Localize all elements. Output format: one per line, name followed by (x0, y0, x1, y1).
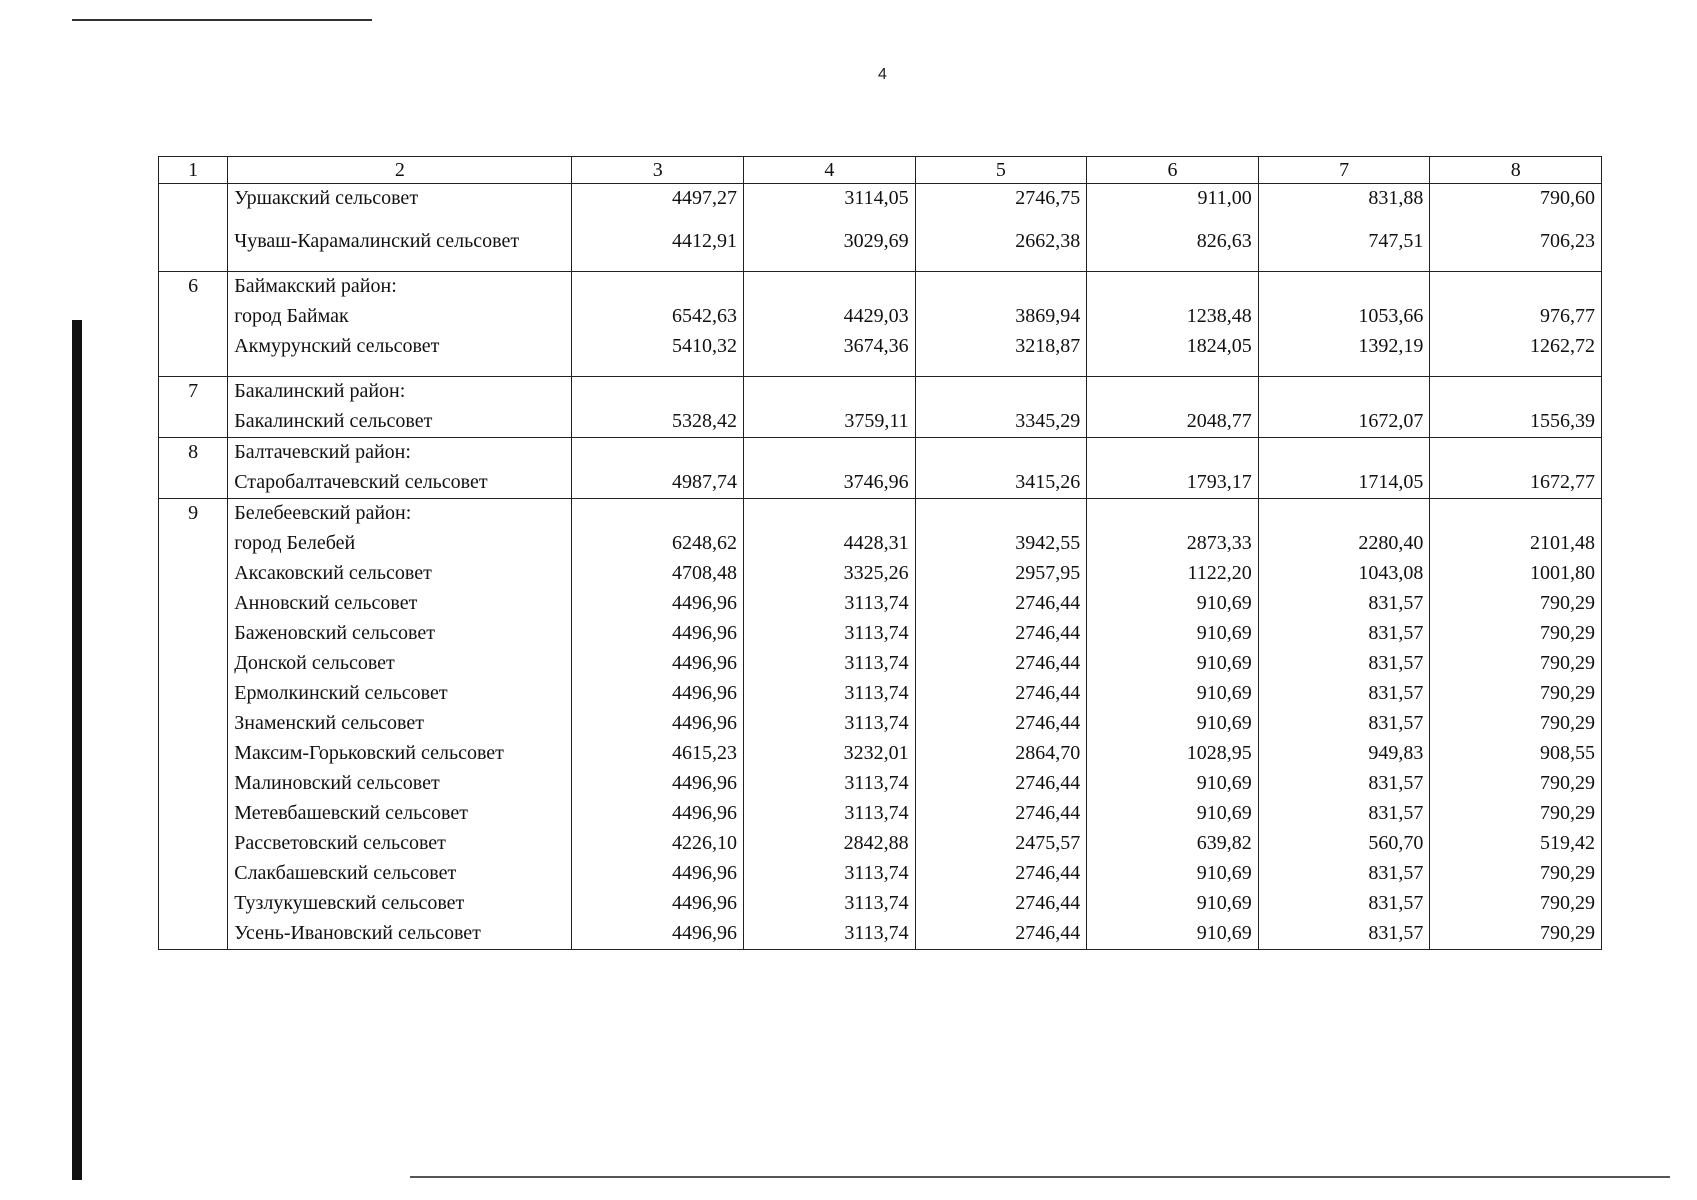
value: 908,55 (1540, 742, 1595, 764)
value: 4412,91 (672, 230, 738, 252)
settlement-name: Аксаковский сельсовет (234, 562, 432, 584)
value: 831,57 (1368, 712, 1424, 734)
value: 911,00 (1197, 187, 1252, 209)
settlement-name: Чуваш-Карамалинский сельсовет (234, 230, 520, 252)
name-cell (228, 272, 572, 377)
value: 910,69 (1196, 682, 1252, 704)
value: 1824,05 (1186, 335, 1252, 357)
value: 2475,57 (1015, 832, 1081, 854)
district-title: Бакалинский район: (234, 380, 406, 402)
value: 3415,26 (1015, 471, 1081, 493)
settlement-name: Слакбашевский сельсовет (234, 862, 457, 884)
value-cell (744, 184, 916, 272)
settlement-name: Анновский сельсовет (234, 592, 418, 614)
blank-line (1265, 377, 1424, 407)
value: 790,29 (1540, 862, 1595, 884)
settlement-name: Знаменский сельсовет (234, 712, 424, 734)
row-number: 7 (159, 377, 228, 438)
blank-line (1093, 438, 1252, 468)
value: 910,69 (1196, 892, 1252, 914)
value: 2873,33 (1186, 532, 1252, 554)
value: 910,69 (1196, 622, 1252, 644)
value: 831,88 (1368, 187, 1424, 209)
table-body (159, 157, 1602, 950)
value: 6248,62 (672, 532, 738, 554)
value: 2746,44 (1015, 772, 1081, 794)
page-number: 4 (878, 66, 887, 83)
value: 2746,44 (1015, 592, 1081, 614)
district-title: Белебеевский район: (234, 502, 412, 524)
value: 790,29 (1540, 682, 1595, 704)
value-cell (915, 499, 1087, 950)
scan-artifact-top-line (72, 19, 372, 21)
value-cell (1087, 377, 1259, 438)
blank-line (578, 272, 737, 302)
value: 6542,63 (672, 305, 738, 327)
value: 3942,55 (1015, 532, 1081, 554)
scan-artifact-left-bar (72, 320, 82, 1180)
value-cell (572, 438, 744, 499)
settlement-name: Ермолкинский сельсовет (234, 682, 448, 704)
blank-line (750, 499, 909, 529)
value: 1001,80 (1530, 562, 1595, 584)
value: 4496,96 (672, 922, 738, 944)
value: 910,69 (1196, 712, 1252, 734)
value: 1793,17 (1186, 471, 1252, 493)
name-cell (228, 184, 572, 272)
settlement-name: Тузлукушевский сельсовет (234, 892, 465, 914)
column-header-row (159, 157, 1602, 184)
value: 4496,96 (672, 622, 738, 644)
value: 831,57 (1368, 862, 1424, 884)
column-header: 6 (1087, 157, 1259, 184)
value: 3113,74 (844, 892, 909, 914)
table-group-row (159, 272, 1602, 377)
settlement-name: Старобалтачевский сельсовет (234, 471, 488, 493)
value: 831,57 (1368, 592, 1424, 614)
blank-line (1436, 377, 1595, 407)
value: 3029,69 (843, 230, 909, 252)
value-cell (744, 438, 916, 499)
settlement-name: Баженовский сельсовет (234, 622, 435, 644)
value: 4496,96 (672, 592, 738, 614)
value: 1392,19 (1358, 335, 1424, 357)
value: 2957,95 (1015, 562, 1081, 584)
value-cell (744, 272, 916, 377)
blank-line (578, 438, 737, 468)
settlement-name: Метевбашевский сельсовет (234, 802, 469, 824)
blank-line (1436, 362, 1595, 376)
value-cell (1430, 272, 1602, 377)
blank-line (922, 438, 1081, 468)
blank-line (1265, 362, 1424, 376)
value: 1053,66 (1358, 305, 1424, 327)
blank-line (922, 257, 1081, 271)
value: 831,57 (1368, 892, 1424, 914)
table-group-row (159, 377, 1602, 438)
value: 831,57 (1368, 622, 1424, 644)
value: 831,57 (1368, 922, 1424, 944)
value-cell (572, 499, 744, 950)
value: 4496,96 (672, 652, 738, 674)
value: 2842,88 (843, 832, 909, 854)
value: 2746,44 (1015, 682, 1081, 704)
settlement-name: Акмурунский сельсовет (234, 335, 440, 357)
value: 949,83 (1368, 742, 1424, 764)
blank-line (922, 377, 1081, 407)
value: 4496,96 (672, 682, 738, 704)
blank-line (1265, 499, 1424, 529)
value: 639,82 (1196, 832, 1252, 854)
value: 2746,44 (1015, 622, 1081, 644)
value: 3325,26 (843, 562, 909, 584)
value-cell (1258, 438, 1430, 499)
row-number: 6 (159, 272, 228, 377)
value: 1262,72 (1530, 335, 1595, 357)
value: 831,57 (1368, 682, 1424, 704)
settlement-name: Максим-Горьковский сельсовет (234, 742, 504, 764)
column-header: 5 (915, 157, 1087, 184)
value: 4496,96 (672, 772, 738, 794)
value: 3113,74 (844, 802, 909, 824)
column-header: 1 (159, 157, 228, 184)
blank-line (578, 499, 737, 529)
value-cell (915, 272, 1087, 377)
blank-line (750, 257, 909, 271)
value: 1556,39 (1530, 410, 1595, 432)
value: 3113,74 (844, 922, 909, 944)
value-cell (1087, 184, 1259, 272)
value: 910,69 (1196, 922, 1252, 944)
value: 790,29 (1540, 922, 1595, 944)
row-number: 9 (159, 499, 228, 950)
value: 790,29 (1540, 772, 1595, 794)
value-cell (915, 377, 1087, 438)
value: 1672,77 (1530, 471, 1595, 493)
district-title: Балтачевский район: (234, 441, 411, 463)
blank-line (1265, 438, 1424, 468)
value: 4987,74 (672, 471, 738, 493)
row-number: 8 (159, 438, 228, 499)
value: 790,60 (1540, 187, 1595, 209)
value: 3113,74 (844, 682, 909, 704)
blank-line (750, 272, 909, 302)
value: 2101,48 (1530, 532, 1595, 554)
value: 2746,44 (1015, 922, 1081, 944)
row-number (159, 184, 228, 272)
value-cell (915, 438, 1087, 499)
blank-line (922, 272, 1081, 302)
blank-line (750, 362, 909, 376)
value: 560,70 (1368, 832, 1424, 854)
settlement-name: Усень-Ивановский сельсовет (234, 922, 481, 944)
value: 4615,23 (672, 742, 738, 764)
value: 826,63 (1196, 230, 1252, 252)
table-group-row (159, 438, 1602, 499)
value: 790,29 (1540, 892, 1595, 914)
value: 2746,75 (1015, 187, 1081, 209)
value-cell (1087, 438, 1259, 499)
value: 831,57 (1368, 772, 1424, 794)
value: 790,29 (1540, 622, 1595, 644)
value: 2280,40 (1358, 532, 1424, 554)
settlement-name: город Баймак (234, 305, 349, 327)
blank-line (922, 499, 1081, 529)
value: 790,29 (1540, 652, 1595, 674)
column-header: 8 (1430, 157, 1602, 184)
blank-line (750, 377, 909, 407)
value: 1672,07 (1358, 410, 1424, 432)
value-cell (1258, 272, 1430, 377)
value-cell (572, 272, 744, 377)
column-header: 3 (572, 157, 744, 184)
value-cell (1430, 184, 1602, 272)
value: 3674,36 (843, 335, 909, 357)
value: 910,69 (1196, 802, 1252, 824)
value-cell (744, 377, 916, 438)
blank-line (234, 362, 565, 376)
value-cell (572, 377, 744, 438)
name-cell (228, 499, 572, 950)
value-cell (1258, 184, 1430, 272)
value-cell (1087, 272, 1259, 377)
value: 4708,48 (672, 562, 738, 584)
value: 2746,44 (1015, 892, 1081, 914)
value: 910,69 (1196, 592, 1252, 614)
scan-artifact-bottom-line (410, 1176, 1670, 1178)
value: 3113,74 (844, 712, 909, 734)
column-header: 4 (744, 157, 916, 184)
value-cell (915, 184, 1087, 272)
value-cell (1430, 377, 1602, 438)
blank-line (1436, 272, 1595, 302)
blank-line (1436, 438, 1595, 468)
value-cell (744, 499, 916, 950)
value: 3218,87 (1015, 335, 1081, 357)
name-cell (228, 377, 572, 438)
value: 910,69 (1196, 772, 1252, 794)
blank-line (1436, 499, 1595, 529)
value: 1238,48 (1186, 305, 1252, 327)
value: 1043,08 (1358, 562, 1424, 584)
value-cell (1258, 499, 1430, 950)
value: 831,57 (1368, 802, 1424, 824)
value: 3113,74 (844, 772, 909, 794)
value-cell (1087, 499, 1259, 950)
table-group-row (159, 499, 1602, 950)
value: 4429,03 (843, 305, 909, 327)
value: 1122,20 (1187, 562, 1252, 584)
blank-line (1265, 272, 1424, 302)
blank-line (578, 377, 737, 407)
value: 2048,77 (1186, 410, 1252, 432)
blank-line (1093, 272, 1252, 302)
value: 4496,96 (672, 712, 738, 734)
settlement-name: город Белебей (234, 532, 356, 554)
blank-line (234, 257, 565, 271)
value: 2746,44 (1015, 862, 1081, 884)
value: 5410,32 (672, 335, 738, 357)
value: 519,42 (1540, 832, 1595, 854)
value: 910,69 (1196, 862, 1252, 884)
blank-line (1093, 377, 1252, 407)
blank-line (578, 257, 737, 271)
value-cell (572, 184, 744, 272)
value: 3113,74 (844, 622, 909, 644)
value: 3113,74 (844, 862, 909, 884)
value: 910,69 (1196, 652, 1252, 674)
value: 2746,44 (1015, 712, 1081, 734)
value: 747,51 (1368, 230, 1424, 252)
settlement-name: Уршакский сельсовет (234, 187, 419, 209)
value: 3759,11 (844, 410, 909, 432)
value: 5328,42 (672, 410, 738, 432)
value: 706,23 (1540, 230, 1595, 252)
blank-line (750, 438, 909, 468)
value: 1714,05 (1358, 471, 1424, 493)
blank-line (578, 362, 737, 376)
value: 3114,05 (844, 187, 909, 209)
value: 3232,01 (843, 742, 909, 764)
value-cell (1430, 499, 1602, 950)
value: 4226,10 (672, 832, 738, 854)
column-header: 7 (1258, 157, 1430, 184)
blank-line (1093, 257, 1252, 271)
value: 2864,70 (1015, 742, 1081, 764)
value: 790,29 (1540, 592, 1595, 614)
blank-line (1436, 257, 1595, 271)
value: 2662,38 (1015, 230, 1081, 252)
settlement-name: Рассветовский сельсовет (234, 832, 446, 854)
value: 3869,94 (1015, 305, 1081, 327)
settlement-name: Донской сельсовет (234, 652, 395, 674)
value: 4496,96 (672, 802, 738, 824)
value: 4497,27 (672, 187, 738, 209)
value: 3113,74 (844, 652, 909, 674)
table-group-row (159, 184, 1602, 272)
value: 4496,96 (672, 892, 738, 914)
district-title: Баймакский район: (234, 275, 397, 297)
settlement-name: Малиновский сельсовет (234, 772, 440, 794)
settlement-name: Бакалинский сельсовет (234, 410, 433, 432)
value-cell (1258, 377, 1430, 438)
value: 2746,44 (1015, 802, 1081, 824)
value-cell (1430, 438, 1602, 499)
value: 976,77 (1540, 305, 1595, 327)
value: 3746,96 (843, 471, 909, 493)
blank-line (1093, 362, 1252, 376)
blank-line (922, 362, 1081, 376)
value: 790,29 (1540, 712, 1595, 734)
value: 1028,95 (1186, 742, 1252, 764)
column-header: 2 (228, 157, 572, 184)
blank-line (1093, 499, 1252, 529)
name-cell (228, 438, 572, 499)
value: 3113,74 (844, 592, 909, 614)
value: 4428,31 (843, 532, 909, 554)
blank-line (1265, 257, 1424, 271)
value: 831,57 (1368, 652, 1424, 674)
value: 3345,29 (1015, 410, 1081, 432)
value: 790,29 (1540, 802, 1595, 824)
tariff-table (158, 156, 1602, 950)
value: 4496,96 (672, 862, 738, 884)
value: 2746,44 (1015, 652, 1081, 674)
